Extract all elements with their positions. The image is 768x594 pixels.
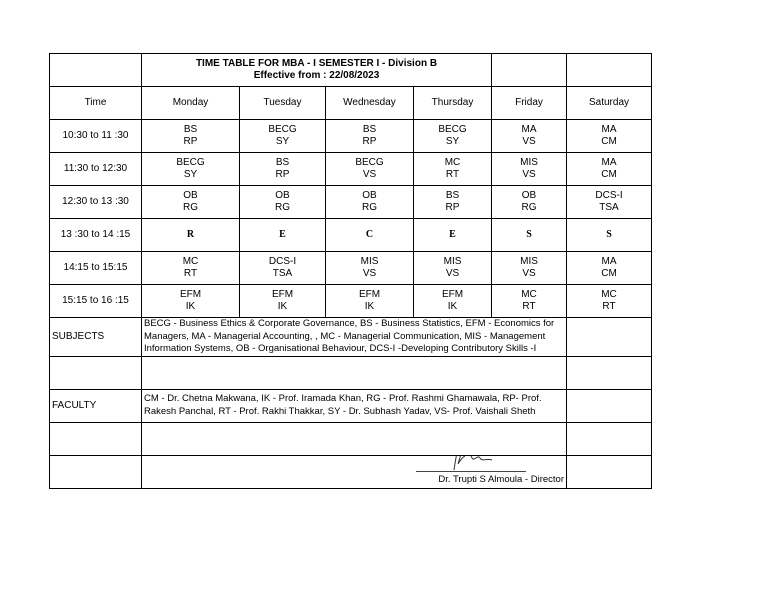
header-friday: Friday <box>492 87 567 120</box>
class-cell: MA CM <box>567 120 652 153</box>
class-cell: BECG SY <box>240 120 326 153</box>
class-cell: BECG VS <box>326 153 414 186</box>
table-row <box>50 186 652 219</box>
class-cell: MC RT <box>567 285 652 318</box>
recess-letter: S <box>492 219 567 252</box>
class-cell: EFM IK <box>142 285 240 318</box>
class-cell: DCS-I TSA <box>240 252 326 285</box>
class-cell: MIS VS <box>326 252 414 285</box>
header-time: Time <box>50 87 142 120</box>
class-cell: BECG SY <box>142 153 240 186</box>
title-line-2: Effective from : 22/08/2023 <box>253 70 380 81</box>
blank-cell <box>567 389 652 422</box>
class-cell: OB RG <box>492 186 567 219</box>
table-row <box>50 252 652 285</box>
class-cell: EFM IK <box>326 285 414 318</box>
table-row <box>50 285 652 318</box>
header-row <box>50 87 652 120</box>
class-cell: MA VS <box>492 120 567 153</box>
recess-letter: S <box>567 219 652 252</box>
class-cell: BS RP <box>240 153 326 186</box>
signature-row <box>50 455 652 488</box>
class-cell: MIS VS <box>492 252 567 285</box>
recess-letter: E <box>414 219 492 252</box>
faculty-text: CM - Dr. Chetna Makwana, IK - Prof. Iramada Khan, RG - Prof. Rashmi Ghamawala, RP- Prof. Rakesh Panchal, RT - Prof. Rakhi Thakkar, SY - Dr. Subhash Yadav, VS- Prof. Vaishali Sheth <box>142 389 567 422</box>
title-line-1: TIME TABLE FOR MBA - I SEMESTER I - Division B <box>195 58 438 69</box>
time-cell: 15:15 to 16 :15 <box>50 285 142 318</box>
subjects-label: SUBJECTS <box>50 318 142 357</box>
blank-cell <box>50 356 142 389</box>
class-cell: OB RG <box>326 186 414 219</box>
blank-cell <box>567 356 652 389</box>
time-cell: 13 :30 to 14 :15 <box>50 219 142 252</box>
class-cell: MIS VS <box>492 153 567 186</box>
blank-cell <box>142 356 567 389</box>
header-monday: Monday <box>142 87 240 120</box>
title-blank-left <box>50 54 142 87</box>
page-title <box>142 54 492 87</box>
class-cell: EFM IK <box>240 285 326 318</box>
recess-row <box>50 219 652 252</box>
blank-cell <box>567 422 652 455</box>
signature-scribble <box>436 455 496 472</box>
faculty-row <box>50 389 652 422</box>
class-cell: MC RT <box>414 153 492 186</box>
class-cell: MC RT <box>492 285 567 318</box>
blank-cell <box>567 318 652 357</box>
time-cell: 10:30 to 11 :30 <box>50 120 142 153</box>
class-cell: DCS-I TSA <box>567 186 652 219</box>
table-row <box>50 120 652 153</box>
class-cell: OB RG <box>240 186 326 219</box>
table-row <box>50 153 652 186</box>
title-blank-right-2 <box>567 54 652 87</box>
time-cell: 11:30 to 12:30 <box>50 153 142 186</box>
blank-row <box>50 356 652 389</box>
class-cell: MC RT <box>142 252 240 285</box>
class-cell: MA CM <box>567 252 652 285</box>
blank-row <box>50 422 652 455</box>
class-cell: OB RG <box>142 186 240 219</box>
class-cell: BECG SY <box>414 120 492 153</box>
signature-line <box>416 471 526 472</box>
title-blank-right-1 <box>492 54 567 87</box>
signatory-name: Dr. Trupti S Almoula - Director <box>438 473 564 485</box>
class-cell: MIS VS <box>414 252 492 285</box>
header-tuesday: Tuesday <box>240 87 326 120</box>
header-wednesday: Wednesday <box>326 87 414 120</box>
recess-letter: C <box>326 219 414 252</box>
class-cell: BS RP <box>414 186 492 219</box>
time-cell: 12:30 to 13 :30 <box>50 186 142 219</box>
faculty-label: FACULTY <box>50 389 142 422</box>
blank-cell <box>50 422 142 455</box>
class-cell: MA CM <box>567 153 652 186</box>
subjects-row <box>50 318 652 357</box>
blank-cell <box>142 422 567 455</box>
timetable <box>49 53 652 489</box>
recess-letter: E <box>240 219 326 252</box>
time-cell: 14:15 to 15:15 <box>50 252 142 285</box>
subjects-text: BECG - Business Ethics & Corporate Governance, BS - Business Statistics, EFM - Economics for Managers, MA - Managerial Accounting, , MC - Managerial Communication, MIS - Management Information Systems, OB - Organisational Behaviour, DCS-I -Developing Contributory Skills -I <box>142 318 567 357</box>
blank-cell <box>50 455 142 488</box>
class-cell: BS RP <box>326 120 414 153</box>
class-cell: BS RP <box>142 120 240 153</box>
blank-cell <box>567 455 652 488</box>
recess-letter: R <box>142 219 240 252</box>
header-thursday: Thursday <box>414 87 492 120</box>
header-saturday: Saturday <box>567 87 652 120</box>
signature-cell <box>142 455 567 488</box>
class-cell: EFM IK <box>414 285 492 318</box>
